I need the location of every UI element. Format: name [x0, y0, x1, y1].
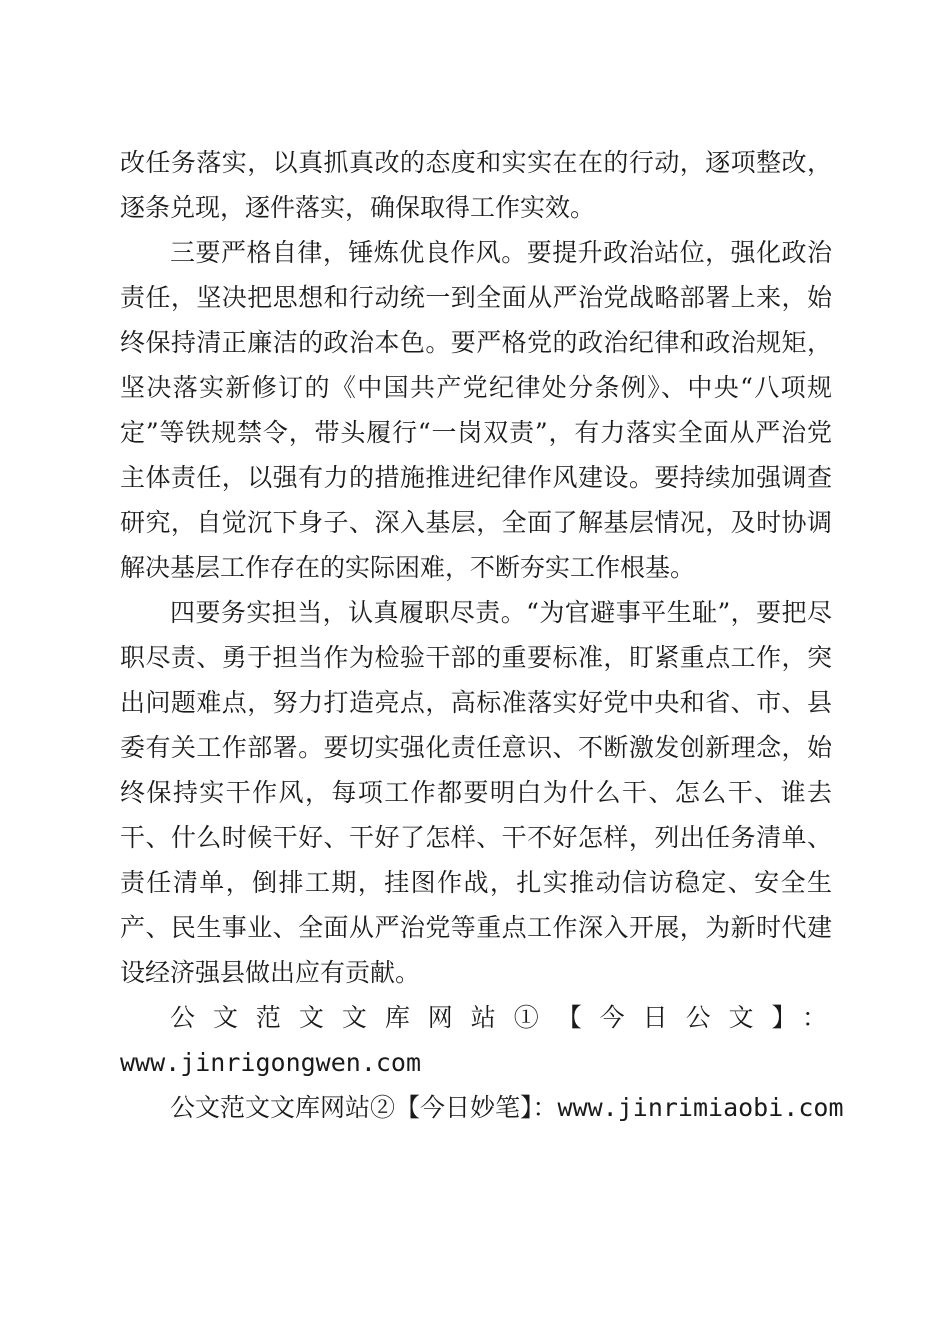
footer-site-2-label: 公文范文文库网站②【今日妙笔】：: [170, 1093, 558, 1122]
body-paragraph-2: 三要严格自律，锤炼优良作风。要提升政治站位，强化政治责任，坚决把思想和行动统一到全面从严治党战略部署上来，始终保持清正廉洁的政治本色。要严格党的政治纪律和政治规矩，坚决落实新修订的《中国共产党纪律处分条例》、中央“八项规定”等铁规禁令，带头履行“一岗双责”，有力落实全面从严治党主体责任，以强有力的措施推进纪律作风建设。要持续加强调查研究，自觉沉下身子、深入基层，全面了解基层情况，及时协调解决基层工作存在的实际困难，不断夯实工作根基。: [120, 238, 832, 582]
body-paragraph-3: 四要务实担当，认真履职尽责。“为官避事平生耻”，要把尽职尽责、勇于担当作为检验干部的重要标准，盯紧重点工作，突出问题难点，努力打造亮点，高标准落实好党中央和省、市、县委有关工作部署。要切实强化责任意识、不断激发创新理念，始终保持实干作风，每项工作都要明白为什么干、怎么干、谁去干、什么时候干好、干好了怎样、干不好怎样，列出任务清单、责任清单，倒排工期，挂图作战，扎实推动信访稳定、安全生产、民生事业、全面从严治党等重点工作深入开展，为新时代建设经济强县做出应有贡献。: [120, 598, 832, 987]
body-paragraph-1: 改任务落实，以真抓真改的态度和实实在在的行动，逐项整改，逐条兑现，逐件落实，确保取得工作实效。: [120, 148, 832, 222]
footer-site-1-url[interactable]: www.jinrigongwen.com: [120, 1048, 422, 1077]
document-page: [120, 140, 844, 1130]
footer-site-2-url[interactable]: www.jinrimiaobi.com: [557, 1093, 844, 1122]
footer-site-1: [120, 995, 832, 1085]
footer-site-2: [120, 1085, 844, 1130]
footer-site-1-label: 公文范文文库网站①【今日公文】：: [170, 1003, 832, 1032]
